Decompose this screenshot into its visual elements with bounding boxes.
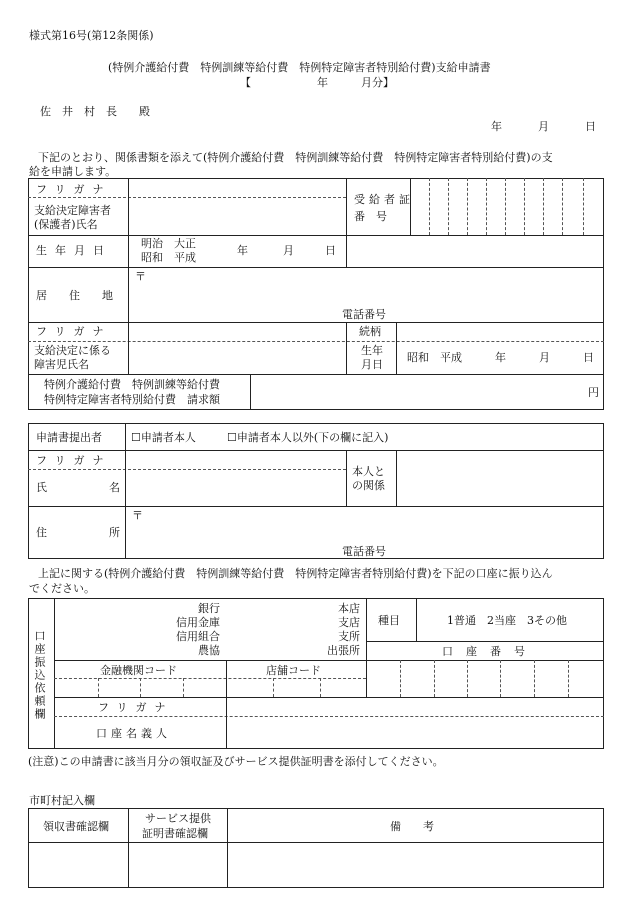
kind-options: 1普通 2当座 3その他 bbox=[447, 614, 567, 627]
addressee: 佐 井 村 長 殿 bbox=[40, 105, 150, 118]
bank-code-label: 金融機関コード bbox=[100, 664, 177, 677]
address-label: 居住地 bbox=[36, 289, 135, 302]
option-self[interactable]: ☐申請者本人 bbox=[131, 431, 196, 444]
bank-type-2: 信用金庫 bbox=[176, 616, 220, 629]
birth2-label-1: 生年 bbox=[361, 344, 383, 357]
child-label-2: 障害児氏名 bbox=[34, 358, 89, 371]
submitter-label: 申請書提出者 bbox=[36, 431, 102, 444]
yen-label: 円 bbox=[588, 386, 599, 399]
service-check-label-2: 証明書確認欄 bbox=[142, 827, 208, 840]
branch-type-4: 出張所 bbox=[327, 644, 360, 657]
date-year: 年 bbox=[491, 120, 502, 133]
phone-label: 電話番号 bbox=[342, 308, 386, 321]
birth2-value: 昭和 平成 年 月 日 bbox=[407, 351, 594, 364]
relation-label-1: 本人と bbox=[352, 465, 385, 478]
period: 【 年 月分】 bbox=[240, 76, 394, 89]
name-label-1: 支給決定障害者 bbox=[34, 204, 111, 217]
date-month: 月 bbox=[538, 120, 549, 133]
birth2-label-2: 月日 bbox=[361, 358, 383, 371]
claim-label-2: 特例特定障害者特別給付費 請求額 bbox=[44, 393, 220, 406]
claim-label-1: 特例介護給付費 特例訓練等給付費 bbox=[44, 378, 220, 391]
branch-type-3: 支所 bbox=[338, 630, 360, 643]
transfer-line-2: でください。 bbox=[29, 582, 95, 595]
submitter-phone: 電話番号 bbox=[342, 545, 386, 558]
receipt-check-label: 領収書確認欄 bbox=[43, 820, 109, 833]
era-1: 明治 大正 bbox=[141, 237, 196, 250]
option-other[interactable]: ☐申請者本人以外(下の欄に記入) bbox=[227, 431, 389, 444]
form-title: (特例介護給付費 特例訓練等給付費 特例特定障害者特別給付費)支給申請書 bbox=[108, 61, 491, 74]
birth-year: 年 bbox=[237, 244, 248, 257]
service-check-label-1: サービス提供 bbox=[145, 812, 211, 825]
submitter-address-label: 住所 bbox=[36, 526, 182, 539]
branch-type-2: 支店 bbox=[338, 616, 360, 629]
bank-type-4: 農協 bbox=[198, 644, 220, 657]
birth-day: 日 bbox=[325, 244, 336, 257]
bank-type-3: 信用組合 bbox=[176, 630, 220, 643]
kind-label: 種目 bbox=[378, 614, 400, 627]
remarks-label: 備 考 bbox=[390, 820, 434, 833]
relation-label: 続柄 bbox=[359, 325, 381, 338]
submitter-furigana: フリガナ bbox=[36, 454, 112, 467]
holder-label: 口座名義人 bbox=[96, 727, 171, 740]
branch-type-1: 本店 bbox=[338, 602, 360, 615]
bank-type-1: 銀行 bbox=[198, 602, 220, 615]
intro-line-2: 給を申請します。 bbox=[29, 165, 117, 178]
transfer-line-1: 上記に関する(特例介護給付費 特例訓練等給付費 特例特定障害者特別給付費)を下記の口座に振り込ん bbox=[38, 567, 553, 580]
account-number-label: 口座番号 bbox=[442, 645, 538, 658]
bank-side-label: 口座振込依頼欄 bbox=[33, 630, 46, 721]
postal-mark: 〒 bbox=[135, 270, 146, 283]
holder-furigana: フリガナ bbox=[98, 701, 174, 714]
form-number: 様式第16号(第12条関係) bbox=[29, 29, 154, 42]
note: (注意)この申請書に該当月分の領収証及びサービス提供証明書を添付してください。 bbox=[28, 755, 444, 768]
era-2: 昭和 平成 bbox=[141, 251, 196, 264]
office-title: 市町村記入欄 bbox=[29, 794, 95, 807]
recipient-label-1: 受給者証 bbox=[354, 193, 414, 206]
name-label-2: (保護者)氏名 bbox=[34, 218, 98, 231]
furigana-label-2: フリガナ bbox=[36, 325, 112, 338]
birth-month: 月 bbox=[283, 244, 294, 257]
child-label-1: 支給決定に係る bbox=[34, 344, 111, 357]
intro-line-1: 下記のとおり、関係書類を添えて(特例介護給付費 特例訓練等給付費 特例特定障害者特別給付費)の支 bbox=[38, 151, 553, 164]
submitter-postal: 〒 bbox=[132, 509, 143, 522]
recipient-label-2: 番 号 bbox=[354, 210, 387, 223]
relation-label-2: の関係 bbox=[352, 479, 385, 492]
date-day: 日 bbox=[585, 120, 596, 133]
birth-label: 生年月日 bbox=[36, 244, 112, 257]
furigana-label: フリガナ bbox=[36, 183, 112, 196]
submitter-name-label: 氏名 bbox=[36, 481, 182, 494]
branch-code-label: 店舗コード bbox=[266, 664, 321, 677]
